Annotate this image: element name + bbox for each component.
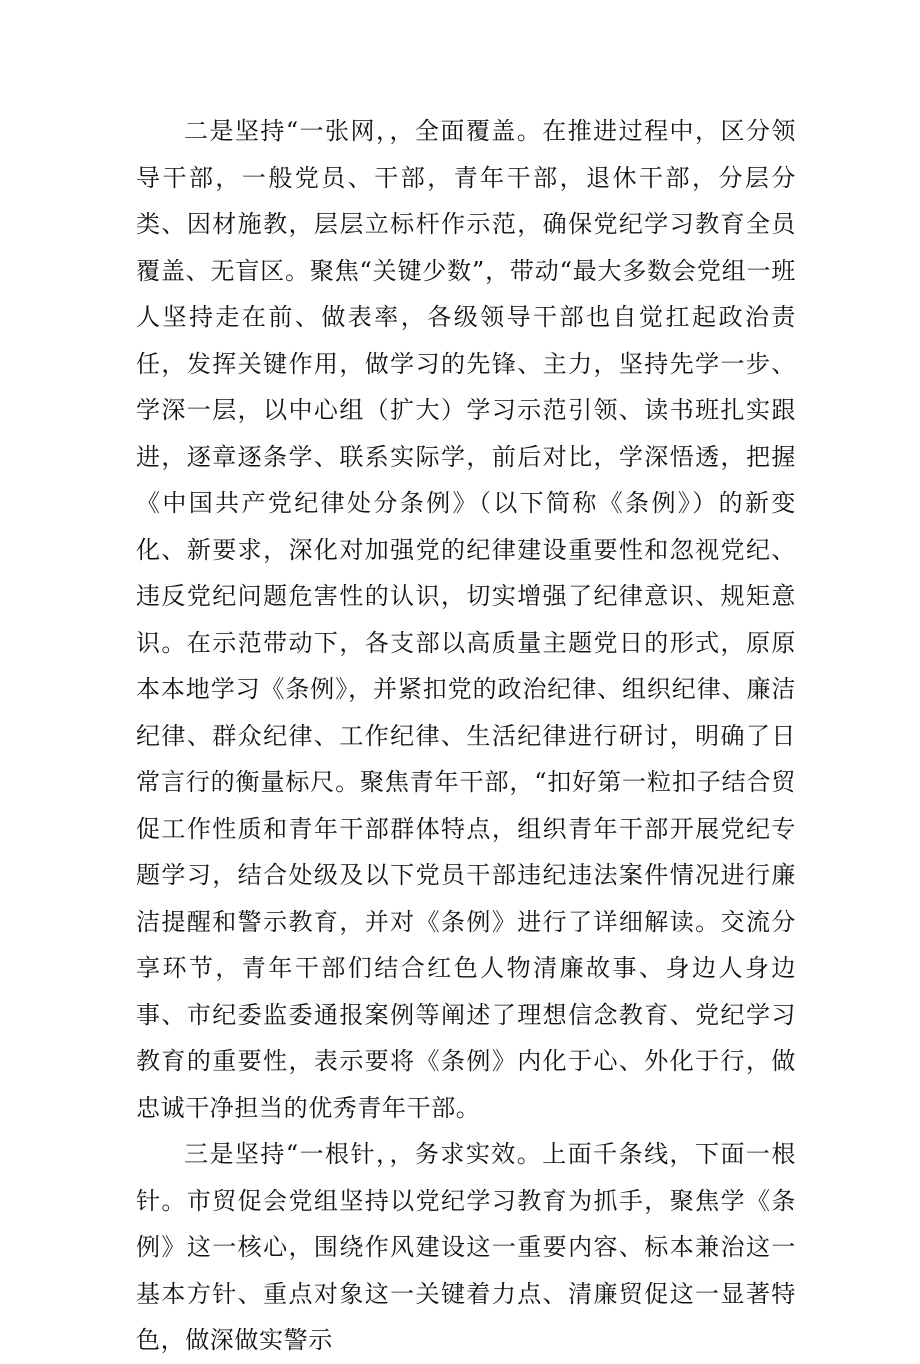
paragraph-three-needle: 三是坚持“一根针，，务求实效。上面千条线，下面一根针。市贸促会党组坚持以党纪学习教育为抓手，聚焦学《条例》这一核心，围绕作风建设这一重要内容、标本兼治这一基本方针、重点对象这一关键着力点、清廉贸促这一显著特色，做深做实警示 [136,1140,796,1354]
document-body [136,108,796,1364]
paragraph-two-net: 二是坚持“一张网，，全面覆盖。在推进过程中，区分领导干部，一般党员、干部，青年干部，退休干部，分层分类、因材施教，层层立标杆作示范，确保党纪学习教育全员覆盖、无盲区。聚焦“关键少数”，带动“最大多数会党组一班人坚持走在前、做表率，各级领导干部也自觉扛起政治责任，发挥关键作用，做学习的先锋、主力，坚持先学一步、学深一层，以中心组（扩大）学习示范引领、读书班扎实跟进，逐章逐条学、联系实际学，前后对比，学深悟透，把握《中国共产党纪律处分条例》（以下简称《条例》）的新变化、新要求，深化对加强党的纪律建设重要性和忽视党纪、违反党纪问题危害性的认识，切实增强了纪律意识、规矩意识。在示范带动下，各支部以高质量主题党日的形式，原原本本地学习《条例》，并紧扣党的政治纪律、组织纪律、廉洁纪律、群众纪律、工作纪律、生活纪律进行研讨，明确了日常言行的衡量标尺。聚焦青年干部，“扣好第一粒扣子结合贸促工作性质和青年干部群体特点，组织青年干部开展党纪专题学习，结合处级及以下党员干部违纪违法案件情况进行廉洁提醒和警示教育，并对《条例》进行了详细解读。交流分享环节，青年干部们结合红色人物清廉故事、身边人身边事、市纪委监委通报案例等阐述了理想信念教育、党纪学习教育的重要性，表示要将《条例》内化于心、外化于行，做忠诚干净担当的优秀青年干部。 [136,117,796,1122]
